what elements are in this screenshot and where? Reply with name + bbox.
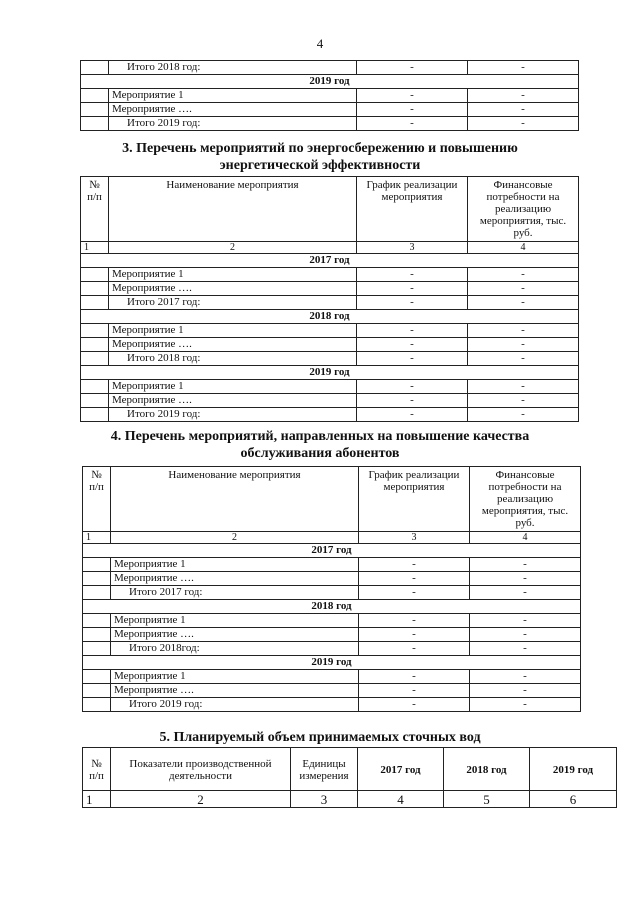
column-number: 1 <box>81 242 109 254</box>
schedule-value: - <box>359 572 470 586</box>
row-number <box>81 324 109 338</box>
table-row <box>81 394 579 408</box>
finance-value: - <box>468 89 579 103</box>
energy-saving-table <box>80 176 579 422</box>
column-number: 2 <box>111 791 291 808</box>
column-number: 3 <box>359 532 470 544</box>
table-column-numbers-row <box>83 532 581 544</box>
finance-value: - <box>468 352 579 366</box>
total-label: Итого 2018год: <box>111 642 359 656</box>
column-number: 1 <box>83 532 111 544</box>
finance-value: - <box>470 698 581 712</box>
total-label: Итого 2018 год: <box>109 61 357 75</box>
schedule-value: - <box>357 296 468 310</box>
table-row <box>81 268 579 282</box>
finance-value: - <box>470 670 581 684</box>
year-label: 2018 год <box>83 600 581 614</box>
service-quality-table <box>82 466 581 712</box>
header-name: Наименование мероприятия <box>111 467 359 532</box>
item-name: Мероприятие 1 <box>111 670 359 684</box>
table-row <box>81 282 579 296</box>
year-row <box>81 254 579 268</box>
header-year-2017: 2017 год <box>358 748 444 791</box>
finance-value: - <box>468 296 579 310</box>
header-schedule: График реализации мероприятия <box>359 467 470 532</box>
row-number <box>81 117 109 131</box>
year-label: 2019 год <box>81 75 579 89</box>
finance-value: - <box>470 684 581 698</box>
schedule-value: - <box>357 103 468 117</box>
total-row <box>83 642 581 656</box>
header-finance: Финансовые потребности на реализацию мероприятия, тыс. руб. <box>470 467 581 532</box>
table-row <box>83 628 581 642</box>
table-row <box>81 89 579 103</box>
year-row <box>81 310 579 324</box>
item-name: Мероприятие 1 <box>111 614 359 628</box>
schedule-value: - <box>357 117 468 131</box>
row-number <box>81 61 109 75</box>
column-number: 2 <box>111 532 359 544</box>
row-number <box>81 394 109 408</box>
header-finance: Финансовые потребности на реализацию мероприятия, тыс. руб. <box>468 177 579 242</box>
table-row <box>81 380 579 394</box>
schedule-value: - <box>359 558 470 572</box>
finance-value: - <box>470 558 581 572</box>
item-name: Мероприятие …. <box>111 684 359 698</box>
table-row <box>83 684 581 698</box>
section-4-title <box>0 428 640 462</box>
item-name: Мероприятие …. <box>109 103 357 117</box>
schedule-value: - <box>357 61 468 75</box>
total-row <box>81 61 579 75</box>
table-header-row <box>83 748 617 791</box>
table-row <box>81 338 579 352</box>
finance-value: - <box>470 614 581 628</box>
section-4-title-line-2: обслуживания абонентов <box>240 446 400 461</box>
table-column-numbers-row <box>83 791 617 808</box>
schedule-value: - <box>359 684 470 698</box>
finance-value: - <box>468 394 579 408</box>
table-header-row <box>81 177 579 242</box>
column-number: 4 <box>358 791 444 808</box>
schedule-value: - <box>357 380 468 394</box>
page-number: 4 <box>316 36 324 51</box>
total-label: Итого 2019 год: <box>109 117 357 131</box>
table-row <box>83 558 581 572</box>
row-number <box>83 586 111 600</box>
total-label: Итого 2019 год: <box>111 698 359 712</box>
header-name: Наименование мероприятия <box>109 177 357 242</box>
header-schedule: График реализации мероприятия <box>357 177 468 242</box>
schedule-value: - <box>359 698 470 712</box>
finance-value: - <box>468 117 579 131</box>
header-number: № п/п <box>83 467 111 532</box>
row-number <box>83 628 111 642</box>
total-row <box>83 586 581 600</box>
column-number: 3 <box>357 242 468 254</box>
item-name: Мероприятие …. <box>109 282 357 296</box>
schedule-value: - <box>357 89 468 103</box>
row-number <box>83 572 111 586</box>
finance-value: - <box>470 586 581 600</box>
table-row <box>81 103 579 117</box>
total-label: Итого 2018 год: <box>109 352 357 366</box>
year-row <box>83 656 581 670</box>
row-number <box>81 296 109 310</box>
year-row <box>83 600 581 614</box>
total-row <box>81 352 579 366</box>
finance-value: - <box>468 324 579 338</box>
schedule-value: - <box>357 282 468 296</box>
schedule-value: - <box>357 338 468 352</box>
year-label: 2018 год <box>81 310 579 324</box>
finance-value: - <box>468 338 579 352</box>
item-name: Мероприятие 1 <box>111 558 359 572</box>
item-name: Мероприятие …. <box>111 572 359 586</box>
row-number <box>81 408 109 422</box>
total-label: Итого 2017 год: <box>109 296 357 310</box>
year-label: 2019 год <box>83 656 581 670</box>
row-number <box>83 684 111 698</box>
item-name: Мероприятие 1 <box>109 324 357 338</box>
continuation-table <box>80 60 579 131</box>
row-number <box>83 558 111 572</box>
item-name: Мероприятие …. <box>109 338 357 352</box>
year-row <box>83 544 581 558</box>
item-name: Мероприятие …. <box>111 628 359 642</box>
finance-value: - <box>468 380 579 394</box>
year-label: 2017 год <box>83 544 581 558</box>
row-number <box>81 268 109 282</box>
schedule-value: - <box>359 642 470 656</box>
table-row <box>83 572 581 586</box>
total-label: Итого 2019 год: <box>109 408 357 422</box>
total-label: Итого 2017 год: <box>111 586 359 600</box>
section-3-title-line-2: энергетической эффективности <box>219 158 421 173</box>
item-name: Мероприятие …. <box>109 394 357 408</box>
year-row <box>81 366 579 380</box>
row-number <box>83 642 111 656</box>
finance-value: - <box>470 572 581 586</box>
finance-value: - <box>470 628 581 642</box>
column-number: 1 <box>83 791 111 808</box>
column-number: 4 <box>470 532 581 544</box>
section-4-title-line-1: 4. Перечень мероприятий, направленных на повышение качества <box>110 429 530 444</box>
total-row <box>81 408 579 422</box>
row-number <box>81 103 109 117</box>
row-number <box>81 89 109 103</box>
schedule-value: - <box>359 670 470 684</box>
row-number <box>81 338 109 352</box>
schedule-value: - <box>359 614 470 628</box>
table-column-numbers-row <box>81 242 579 254</box>
column-number: 3 <box>291 791 358 808</box>
schedule-value: - <box>357 352 468 366</box>
service-quality-table-body <box>83 544 581 712</box>
column-number: 6 <box>530 791 617 808</box>
finance-value: - <box>470 642 581 656</box>
finance-value: - <box>468 268 579 282</box>
energy-saving-table-body <box>81 254 579 422</box>
year-row <box>81 75 579 89</box>
year-label: 2019 год <box>81 366 579 380</box>
section-5-title: 5. Планируемый объем принимаемых сточных вод <box>159 730 481 745</box>
wastewater-volume-table <box>82 747 617 808</box>
column-number: 4 <box>468 242 579 254</box>
year-label: 2017 год <box>81 254 579 268</box>
table-row <box>83 670 581 684</box>
header-number: № п/п <box>81 177 109 242</box>
table-row <box>83 614 581 628</box>
total-row <box>81 296 579 310</box>
item-name: Мероприятие 1 <box>109 268 357 282</box>
header-indicators: Показатели производственной деятельности <box>111 748 291 791</box>
finance-value: - <box>468 61 579 75</box>
finance-value: - <box>468 408 579 422</box>
schedule-value: - <box>357 408 468 422</box>
schedule-value: - <box>359 586 470 600</box>
row-number <box>81 380 109 394</box>
total-row <box>83 698 581 712</box>
row-number <box>81 352 109 366</box>
header-year-2018: 2018 год <box>444 748 530 791</box>
column-number: 5 <box>444 791 530 808</box>
table-header-row <box>83 467 581 532</box>
column-number: 2 <box>109 242 357 254</box>
header-number: № п/п <box>83 748 111 791</box>
header-year-2019: 2019 год <box>530 748 617 791</box>
finance-value: - <box>468 282 579 296</box>
item-name: Мероприятие 1 <box>109 89 357 103</box>
section-3-title-line-1: 3. Перечень мероприятий по энергосбережению и повышению <box>122 141 518 156</box>
row-number <box>81 282 109 296</box>
schedule-value: - <box>357 268 468 282</box>
schedule-value: - <box>357 324 468 338</box>
finance-value: - <box>468 103 579 117</box>
section-3-title <box>0 140 640 174</box>
schedule-value: - <box>357 394 468 408</box>
table-row <box>81 324 579 338</box>
row-number <box>83 698 111 712</box>
total-row <box>81 117 579 131</box>
item-name: Мероприятие 1 <box>109 380 357 394</box>
row-number <box>83 614 111 628</box>
continuation-table-body <box>81 61 579 131</box>
row-number <box>83 670 111 684</box>
schedule-value: - <box>359 628 470 642</box>
header-units: Единицы измерения <box>291 748 358 791</box>
